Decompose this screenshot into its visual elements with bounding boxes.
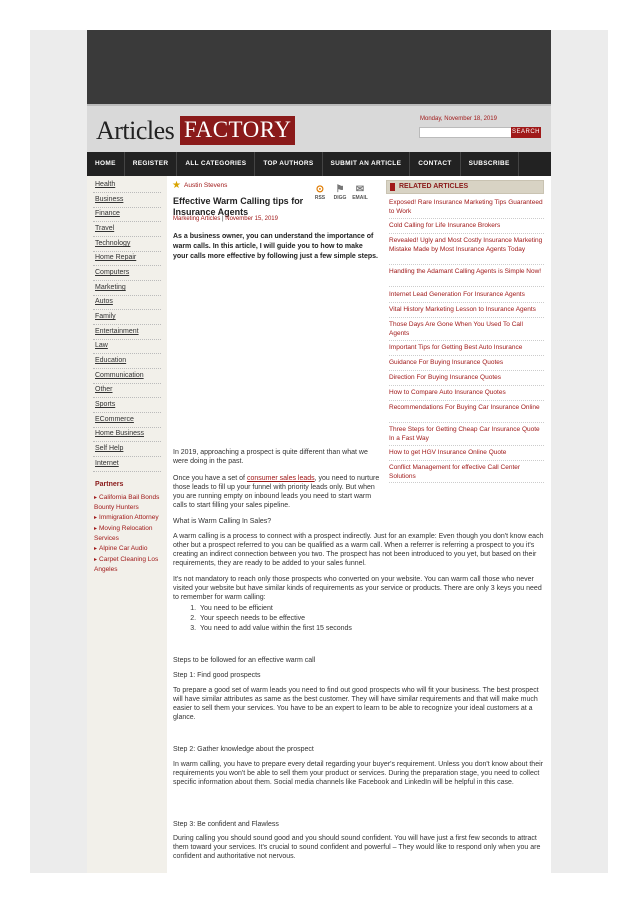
article-title: Effective Warm Calling tips for Insurance Agents — [173, 196, 304, 217]
article-paragraph: Step 3: Be confident and Flawless — [173, 821, 279, 828]
divider — [389, 218, 544, 219]
current-date: Monday, November 18, 2019 — [420, 116, 497, 122]
category-link-entertainment[interactable]: Entertainment — [95, 328, 139, 335]
category-link-education[interactable]: Education — [95, 357, 127, 364]
category-link-autos[interactable]: Autos — [95, 298, 113, 305]
related-link[interactable]: Cold Calling for Life Insurance Brokers — [389, 222, 501, 229]
category-link[interactable]: Marketing Articles — [173, 216, 221, 222]
divider — [93, 427, 161, 428]
partner-link[interactable]: ▸ Alpine Car Audio — [94, 545, 148, 552]
search-button[interactable]: SEARCH — [511, 127, 541, 138]
related-link[interactable]: Revealed! Ugly and Most Costly Insurance Marketing Mistake Made by Most Insurance Agents Today — [389, 237, 543, 253]
divider — [93, 397, 161, 398]
article-paragraph: In warm calling, you have to prepare every detail regarding your buyer's requirement. Unless you don't know about their requirements you won't be able to sell them your product or services. During the preparation stage, you need to collect specific information about them. Social media channels like Facebook and LinkedIn will be helpful in this case. — [173, 761, 543, 786]
related-link[interactable]: How to get HGV Insurance Online Quote — [389, 449, 507, 456]
divider — [389, 317, 544, 318]
digg-icon: ⚑ — [335, 184, 345, 195]
author-link[interactable]: Austin Stevens — [184, 182, 228, 189]
divider — [93, 456, 161, 457]
related-link[interactable]: Conflict Management for effective Call Center Solutions — [389, 464, 521, 480]
divider — [93, 353, 161, 354]
category-link-family[interactable]: Family — [95, 313, 116, 320]
related-link[interactable]: Vital History Marketing Lesson to Insurance Agents — [389, 306, 536, 313]
star-icon: ★ — [172, 180, 181, 191]
nav-top-authors[interactable]: TOP AUTHORS — [255, 152, 322, 176]
category-link-law[interactable]: Law — [95, 342, 108, 349]
divider — [389, 482, 544, 483]
list-item: 2. Your speech needs to be effective — [198, 614, 498, 624]
divider — [389, 302, 544, 303]
related-link[interactable]: Direction For Buying Insurance Quotes — [389, 374, 501, 381]
partner-link[interactable]: ▸ Carpet Cleaning Los Angeles — [94, 556, 159, 573]
digg-button[interactable]: ⚑ DIGG — [329, 184, 351, 201]
divider — [93, 412, 161, 413]
divider — [389, 340, 544, 341]
divider — [93, 339, 161, 340]
divider — [93, 295, 161, 296]
arrow-right-icon: ▸ — [94, 515, 98, 521]
category-link-marketing[interactable]: Marketing — [95, 284, 126, 291]
nav-home[interactable]: HOME — [87, 152, 125, 176]
related-link[interactable]: Handling the Adamant Calling Agents is Simple Now! — [389, 268, 542, 275]
article-paragraph: Steps to be followed for an effective warm call — [173, 657, 316, 664]
arrow-right-icon: ▸ — [94, 526, 98, 532]
meta-separator: | — [222, 216, 224, 222]
divider — [93, 368, 161, 369]
divider — [389, 286, 544, 287]
arrow-right-icon: ▸ — [94, 557, 98, 563]
category-link-travel[interactable]: Travel — [95, 225, 115, 232]
logo-articles-text[interactable]: Articles — [96, 116, 175, 145]
category-link-internet[interactable]: Internet — [95, 460, 119, 467]
divider — [93, 236, 161, 237]
article-paragraph: During calling you should sound good and you should sound confident. You will have just a first few seconds to attract them toward your services. It's crucial to sound confident and powerful – They would like to respond only when you are confident and authoritative not nervous. — [173, 835, 541, 860]
divider — [93, 265, 161, 266]
divider — [389, 370, 544, 371]
divider — [93, 280, 161, 281]
divider — [389, 355, 544, 356]
article-paragraph: In 2019, approaching a prospect is quite different than what we were doing in the past. — [173, 449, 368, 465]
rss-button[interactable]: ⊙ RSS — [309, 184, 331, 201]
divider — [389, 445, 544, 446]
divider — [389, 460, 544, 461]
category-link-ecommerce[interactable]: ECommerce — [95, 416, 134, 423]
divider — [93, 251, 161, 252]
divider — [93, 192, 161, 193]
nav-subscribe[interactable]: SUBSCRIBE — [461, 152, 519, 176]
warm-call-keys-list — [174, 604, 498, 634]
arrow-right-icon: ▸ — [94, 495, 98, 501]
article-summary: As a business owner, you can understand the importance of warm calls. In this article, I will guide you to how to make your calls more effective by following just a few simple steps. — [173, 233, 379, 260]
related-link[interactable]: Important Tips for Getting Best Auto Insurance — [389, 344, 523, 351]
divider — [93, 309, 161, 310]
partners-heading: Partners — [95, 481, 124, 488]
nav-contact[interactable]: CONTACT — [410, 152, 460, 176]
article-paragraph: Step 2: Gather knowledge about the prospect — [173, 746, 314, 753]
category-link-technology[interactable]: Technology — [95, 240, 131, 247]
divider — [93, 471, 161, 472]
divider — [93, 324, 161, 325]
related-link[interactable]: Recommendations For Buying Car Insurance Online — [389, 404, 540, 411]
nav-submit-article[interactable]: SUBMIT AN ARTICLE — [323, 152, 411, 176]
article-paragraph: Once you have a set of consumer sales leads, you need to nurture those leads to fill up your funnel with priority leads only. But when you are running empty on inbound leads you need to start warm calls to start filling your sales pipeline. — [173, 475, 380, 509]
list-item: 3. You need to add value within the first 15 seconds — [198, 624, 498, 634]
related-link[interactable]: Exposed! Rare Insurance Marketing Tips Guaranteed to Work — [389, 199, 543, 215]
rss-icon: ⊙ — [315, 184, 325, 195]
divider — [93, 207, 161, 208]
nav-all-categories[interactable]: ALL CATEGORIES — [177, 152, 255, 176]
partner-link[interactable]: ▸ Moving Relocation Services — [94, 525, 153, 542]
related-articles-panel — [386, 180, 544, 194]
email-button[interactable]: ✉ EMAIL — [349, 184, 371, 201]
divider — [389, 264, 544, 265]
category-link-home-repair[interactable]: Home Repair — [95, 254, 137, 261]
heading-bar-icon — [390, 183, 395, 191]
category-link-other[interactable]: Other — [95, 386, 113, 393]
category-link-business[interactable]: Business — [95, 196, 124, 203]
article-paragraph: A warm calling is a process to connect with a prospect indirectly. Just for an example: Even though you don't know each other but a prospect referred to you can be qualified as a warm call. When a referrer is referring a prospect to you it's creating an indirect connection between you two. The prospect has not been introduced to you yet, but based on their requirements, they are ready to be added to your sales funnel. — [173, 533, 544, 567]
top-banner — [87, 30, 551, 104]
category-link-sports[interactable]: Sports — [95, 401, 116, 408]
category-link-finance[interactable]: Finance — [95, 210, 120, 217]
related-link[interactable]: Those Days Are Gone When You Used To Call Agents — [389, 321, 523, 337]
article-paragraph: It's not mandatory to reach only those prospects who converted on your website. You can warm call those who never visited your website but have similar kinds of requirements as your service or products. There are only 3 keys you need to remember for warm calling: — [173, 576, 542, 601]
arrow-right-icon: ▸ — [94, 546, 98, 552]
related-link[interactable]: How to Compare Auto Insurance Quotes — [389, 389, 506, 396]
partner-link[interactable]: ▸ Immigration Attorney — [94, 514, 159, 521]
partner-link[interactable]: ▸ California Bail Bonds Bounty Hunters — [94, 494, 160, 511]
main-nav — [87, 152, 551, 176]
related-link[interactable]: Guidance For Buying Insurance Quotes — [389, 359, 504, 366]
divider — [389, 385, 544, 386]
category-link-computers[interactable]: Computers — [95, 269, 130, 276]
article-meta — [173, 216, 278, 222]
category-link-self-help[interactable]: Self Help — [95, 445, 124, 452]
article-paragraph: What is Warm Calling In Sales? — [173, 518, 272, 525]
article-paragraph: To prepare a good set of warm leads you need to find out good prospects who will fit your business. The best prospect will have similar attributes as same as the best customer. They will have similar requirements and that will make much easier to sell them your services. You have to be an expert to learn to be able to recognize your ideal customers at a glance. — [173, 687, 539, 721]
divider — [93, 221, 161, 222]
consumer-sales-leads-link[interactable]: consumer sales leads — [246, 475, 315, 482]
nav-register[interactable]: REGISTER — [125, 152, 178, 176]
category-link-home-business[interactable]: Home Business — [95, 430, 145, 437]
divider — [93, 383, 161, 384]
divider — [389, 422, 544, 423]
category-link-communication[interactable]: Communication — [95, 372, 144, 379]
logo-factory-text[interactable]: FACTORY — [180, 116, 295, 145]
article-paragraph: Step 1: Find good prospects — [173, 672, 261, 679]
category-link-health[interactable]: Health — [95, 181, 116, 188]
divider — [389, 400, 544, 401]
article-date: November 15, 2019 — [225, 216, 278, 222]
divider — [93, 441, 161, 442]
search-input[interactable] — [419, 127, 513, 138]
divider — [389, 233, 544, 234]
related-articles-heading: RELATED ARTICLES — [386, 180, 544, 194]
related-link[interactable]: Internet Lead Generation For Insurance Agents — [389, 291, 525, 298]
list-item: 1. You need to be efficient — [198, 604, 498, 614]
related-link[interactable]: Three Steps for Getting Cheap Car Insurance Quote In a Fast Way — [389, 426, 540, 442]
email-icon: ✉ — [355, 184, 365, 195]
